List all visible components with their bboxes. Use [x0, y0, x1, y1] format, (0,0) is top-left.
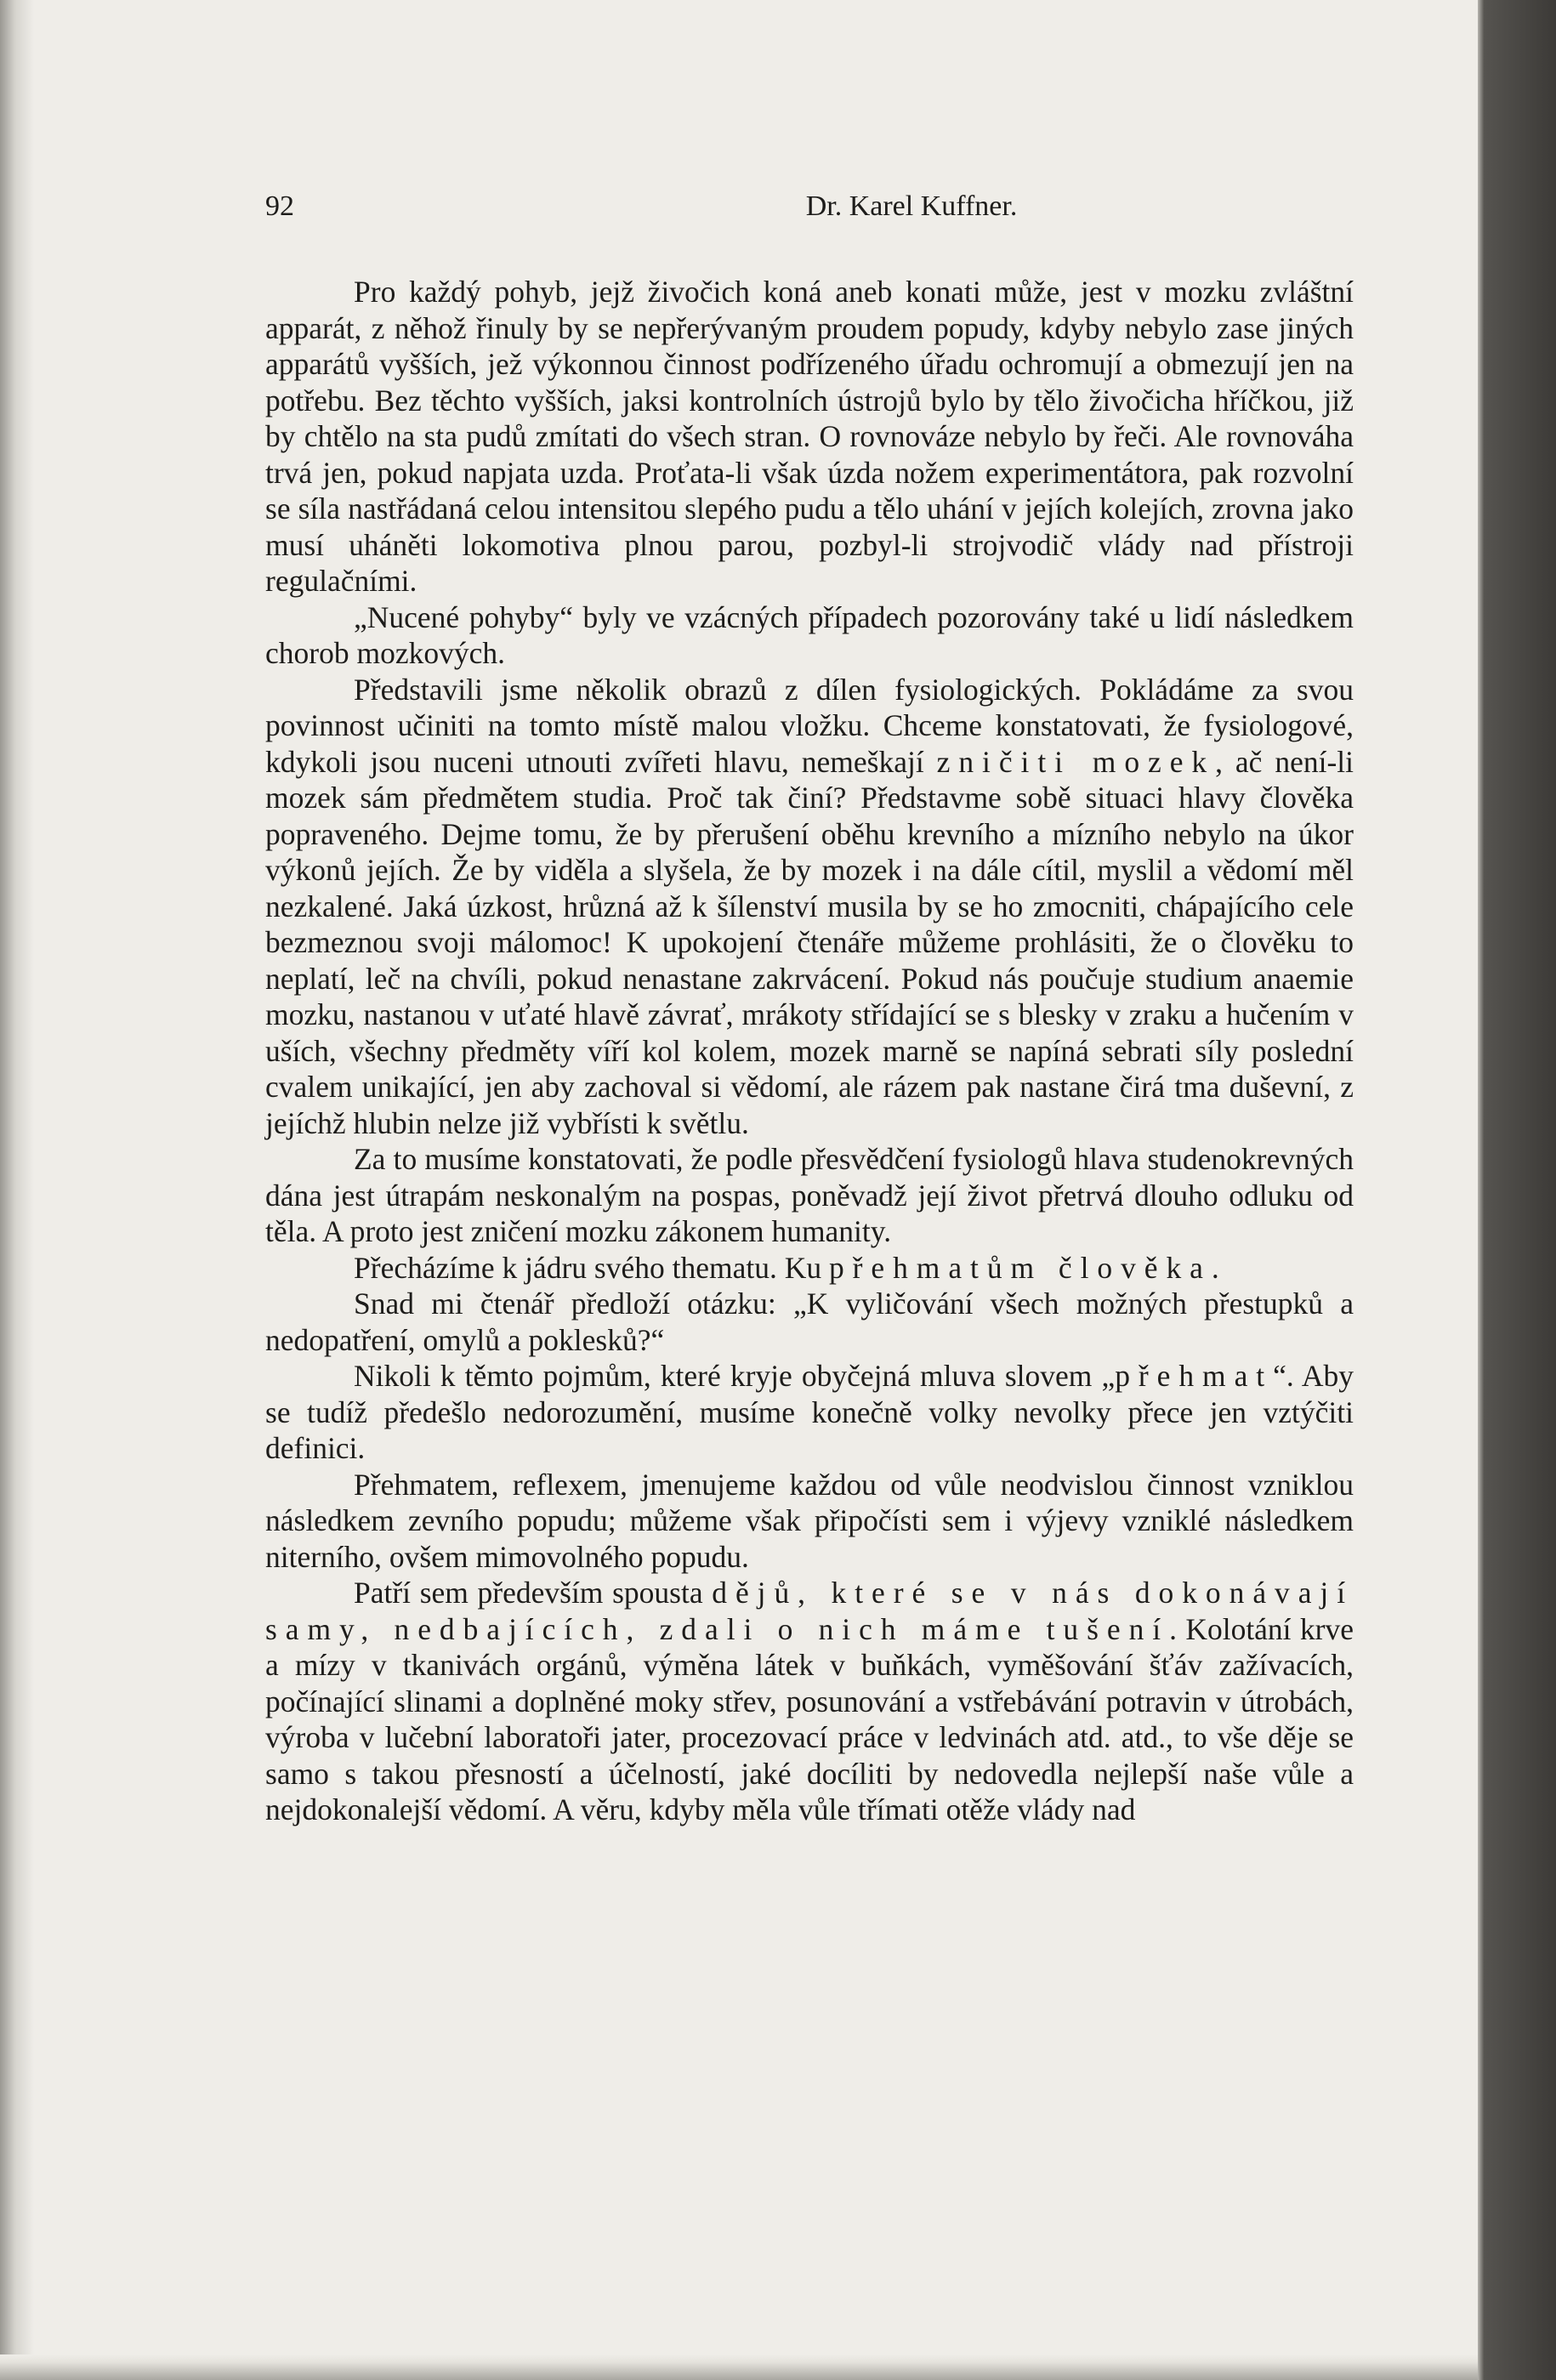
- paragraph-8: [265, 1467, 1354, 1576]
- spaced-emphasis: dějů, které se v nás dokonávají samy, nedbajících, zdali o nich máme tušení: [265, 1576, 1354, 1646]
- text-segment: Pro každý pohyb, jejž živočich koná aneb konati může, jest v mozku zvláštní apparát, z něhož řinuly by se nepřerývaným proudem popudy, kdyby nebylo zase jiných apparátů vyšších, jež výkonnou činnost podřízeného úřadu ochromují a obmezují jen na potřebu. Bez těchto vyšších, jaksi kontrolních ústrojů bylo by tělo živočicha hříčkou, již by chtělo na sta pudů zmítati do všech stran. O rovnováze nebylo by řeči. Ale rovnováha trvá jen, pokud napjata uzda. Proťata-li však úzda nožem experimentátora, pak rozvolní se síla nastřádaná celou intensitou slepého pudu a tělo uhání v jejích kolejích, zrovna jako musí uháněti lokomotiva plnou parou, pozbyl-li strojvodič vlády nad přístroji regulačními.: [265, 275, 1354, 598]
- text-segment: Za to musíme konstatovati, že podle přesvědčení fysiologů hlava studenokrevných dána jest útrapám neskonalým na pospas, poněvadž její život přetrvá dlouho odluku od těla. A proto jest zničení mozku zákonem humanity.: [265, 1142, 1354, 1248]
- text-segment: Patří sem především spousta: [354, 1576, 713, 1610]
- paragraph-2: [265, 599, 1354, 672]
- page-header: [265, 190, 1354, 235]
- paragraph-3: [265, 672, 1354, 1142]
- text-segment: Představili jsme několik obrazů z dílen fysiologických. Pokládáme za svou povinnost učiniti na tomto místě malou vložku. Chceme konstatovati, že fysiologové, kdykoli jsou nuceni utnouti zvířeti hlavu, nemeškají: [265, 672, 1354, 779]
- page-number: 92: [265, 190, 294, 222]
- spaced-emphasis: přehmatům člověka: [828, 1250, 1212, 1285]
- paragraph-9: [265, 1575, 1354, 1828]
- page-edge-right: [1478, 0, 1556, 2380]
- text-segment: „Nucené pohyby“ byly ve vzácných případech pozorovány také u lidí následkem chorob mozkových.: [265, 599, 1354, 670]
- text-segment: . Kolotání krve a mízy v tkanivách orgánů, výměna látek v buňkách, vyměšování šťáv zažívacích, počínající slinami a doplněné moky střev, posunování a vstřebávání potravin v útrobách, výroba v lučební laboratoři jater, procezovací práce v ledvinách atd. atd., to vše děje se samo s takou přesností a účelností, jaké docíliti by nedovedla nejlepší naše vůle a nejdokonalejší vědomí. A věru, kdyby měla vůle třímati otěže vlády nad: [265, 1611, 1354, 1826]
- spaced-emphasis: zničiti mozek: [936, 744, 1216, 779]
- text-segment: “. Aby se tudíž předešlo nedorozumění, musíme konečně volky nevolky přece jen vztýčiti definici.: [265, 1359, 1354, 1465]
- paragraph-7: [265, 1358, 1354, 1467]
- body-text: [265, 274, 1354, 1828]
- paragraph-1: [265, 274, 1354, 599]
- text-segment: .: [1211, 1250, 1219, 1285]
- text-segment: Snad mi čtenář předloží otázku: „K vyličování všech možných přestupků a nedopatření, omylů a poklesků?“: [265, 1287, 1354, 1357]
- scan-shadow-left: [0, 0, 34, 2380]
- text-segment: Nikoli k těmto pojmům, které kryje obyčejná mluva slovem „: [354, 1359, 1116, 1393]
- paragraph-4: [265, 1141, 1354, 1250]
- text-segment: , ač není-li mozek sám předmětem studia. Proč tak činí? Představme sobě situaci hlavy člověka popraveného. Dejme tomu, že by přerušení oběhu krevního a mízního nebylo na úkor výkonů jejích. Že by viděla a slyšela, že by mozek i na dále cítil, myslil a vědomí měl nezkalené. Jaká úzkost, hrůzná až k šílenství musila by se ho zmocniti, chápajícího cele bezmeznou svoji málomoc! K upokojení čtenáře můžeme prohlásiti, že o člověku to neplatí, leč na chvíli, pokud nenastane zakrvácení. Pokud nás poučuje studium anaemie mozku, nastanou v uťaté hlavě závrať, mrákoty střídající se s blesky v zraku a hučením v uších, všechny předměty víří kol kolem, mozek marně se napíná sebrati síly poslední cvalem unikající, jen aby zachoval si vědomí, ale rázem pak nastane čirá tma duševní, z jejíchž hlubin nelze již vybřísti k světlu.: [265, 744, 1354, 1140]
- paragraph-6: [265, 1286, 1354, 1358]
- text-segment: Přecházíme k jádru svého thematu. Ku: [354, 1250, 829, 1285]
- running-head: Dr. Karel Kuffner.: [805, 190, 1018, 222]
- spaced-emphasis: přehmat: [1115, 1359, 1274, 1393]
- text-segment: Přehmatem, reflexem, jmenujeme každou od vůle neodvislou činnost vzniklou následkem zevního popudu; můžeme však připočísti sem i výjevy vzniklé následkem niterního, ovšem mimovolného popudu.: [265, 1467, 1354, 1574]
- book-page: [265, 0, 1354, 2380]
- paragraph-5: [265, 1250, 1354, 1287]
